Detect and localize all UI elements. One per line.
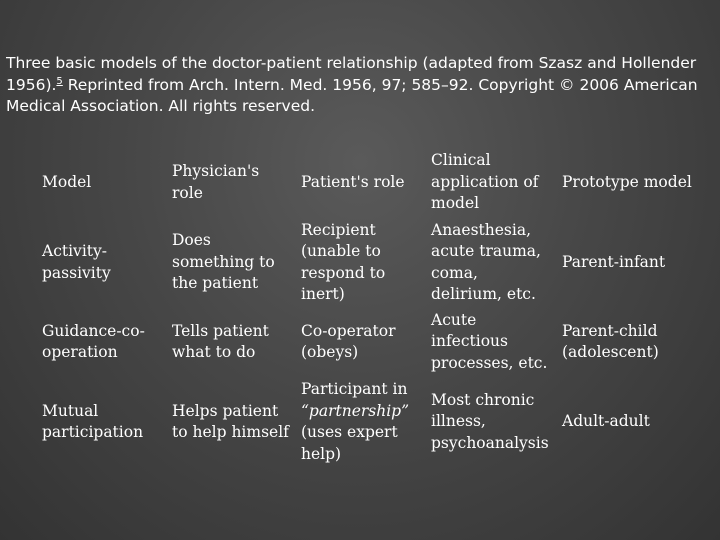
table-row: [36, 308, 708, 376]
patient-role-emphasis: “partnership”: [301, 401, 410, 420]
cell-model: Mutual participation: [42, 401, 144, 441]
caption-line-1: Three basic models of the doctor-patient relationship (adapted from Szasz and Hollender: [6, 54, 697, 72]
cell-prototype-model: Adult-adult: [562, 412, 650, 431]
cell-clinical-application: Acute infectious processes, etc.: [431, 310, 548, 372]
caption-line-3: Medical Association. All rights reserved.: [6, 97, 316, 115]
cell-physician-role: Tells patient what to do: [172, 321, 269, 361]
cell-physician-role: Helps patient to help himself: [172, 401, 289, 441]
cell-prototype-model: Parent-infant: [562, 252, 666, 271]
caption-line-2: [6, 75, 718, 97]
header-model: Model: [42, 172, 92, 191]
cell-clinical-application: Most chronic illness, psychoanalysis: [431, 390, 549, 452]
table-header-row: [36, 148, 708, 217]
caption-line-2-start: 1956).: [6, 75, 57, 94]
cell-prototype-model: Parent-child (adolescent): [562, 321, 659, 361]
relationship-models-table: [36, 148, 708, 468]
table-row: [36, 376, 708, 468]
header-prototype-model: Prototype model: [562, 172, 692, 191]
patient-role-end: (uses expert help): [301, 423, 398, 463]
cell-physician-role: Does something to the patient: [172, 231, 275, 293]
reference-link[interactable]: 5: [56, 75, 63, 87]
cell-patient-role: Recipient (unable to respond to inert): [301, 220, 386, 303]
header-clinical-application: Clinical application of model: [431, 151, 539, 213]
cell-model: Activity-passivity: [42, 242, 111, 282]
header-physician-role: Physician's role: [172, 162, 260, 202]
caption-line-2-end: Reprinted from Arch. Intern. Med. 1956, 97; 585–92. Copyright © 2006 American: [62, 75, 698, 94]
figure-caption: [6, 53, 718, 118]
table-row: [36, 217, 708, 308]
cell-patient-role: Co-operator (obeys): [301, 321, 396, 361]
cell-patient-role: [295, 376, 425, 468]
patient-role-start: Participant in: [301, 380, 408, 398]
cell-clinical-application: Anaesthesia, acute trauma, coma, delirium, etc.: [431, 220, 541, 303]
cell-model: Guidance-co-operation: [42, 321, 145, 361]
header-patient-role: Patient's role: [301, 172, 405, 191]
